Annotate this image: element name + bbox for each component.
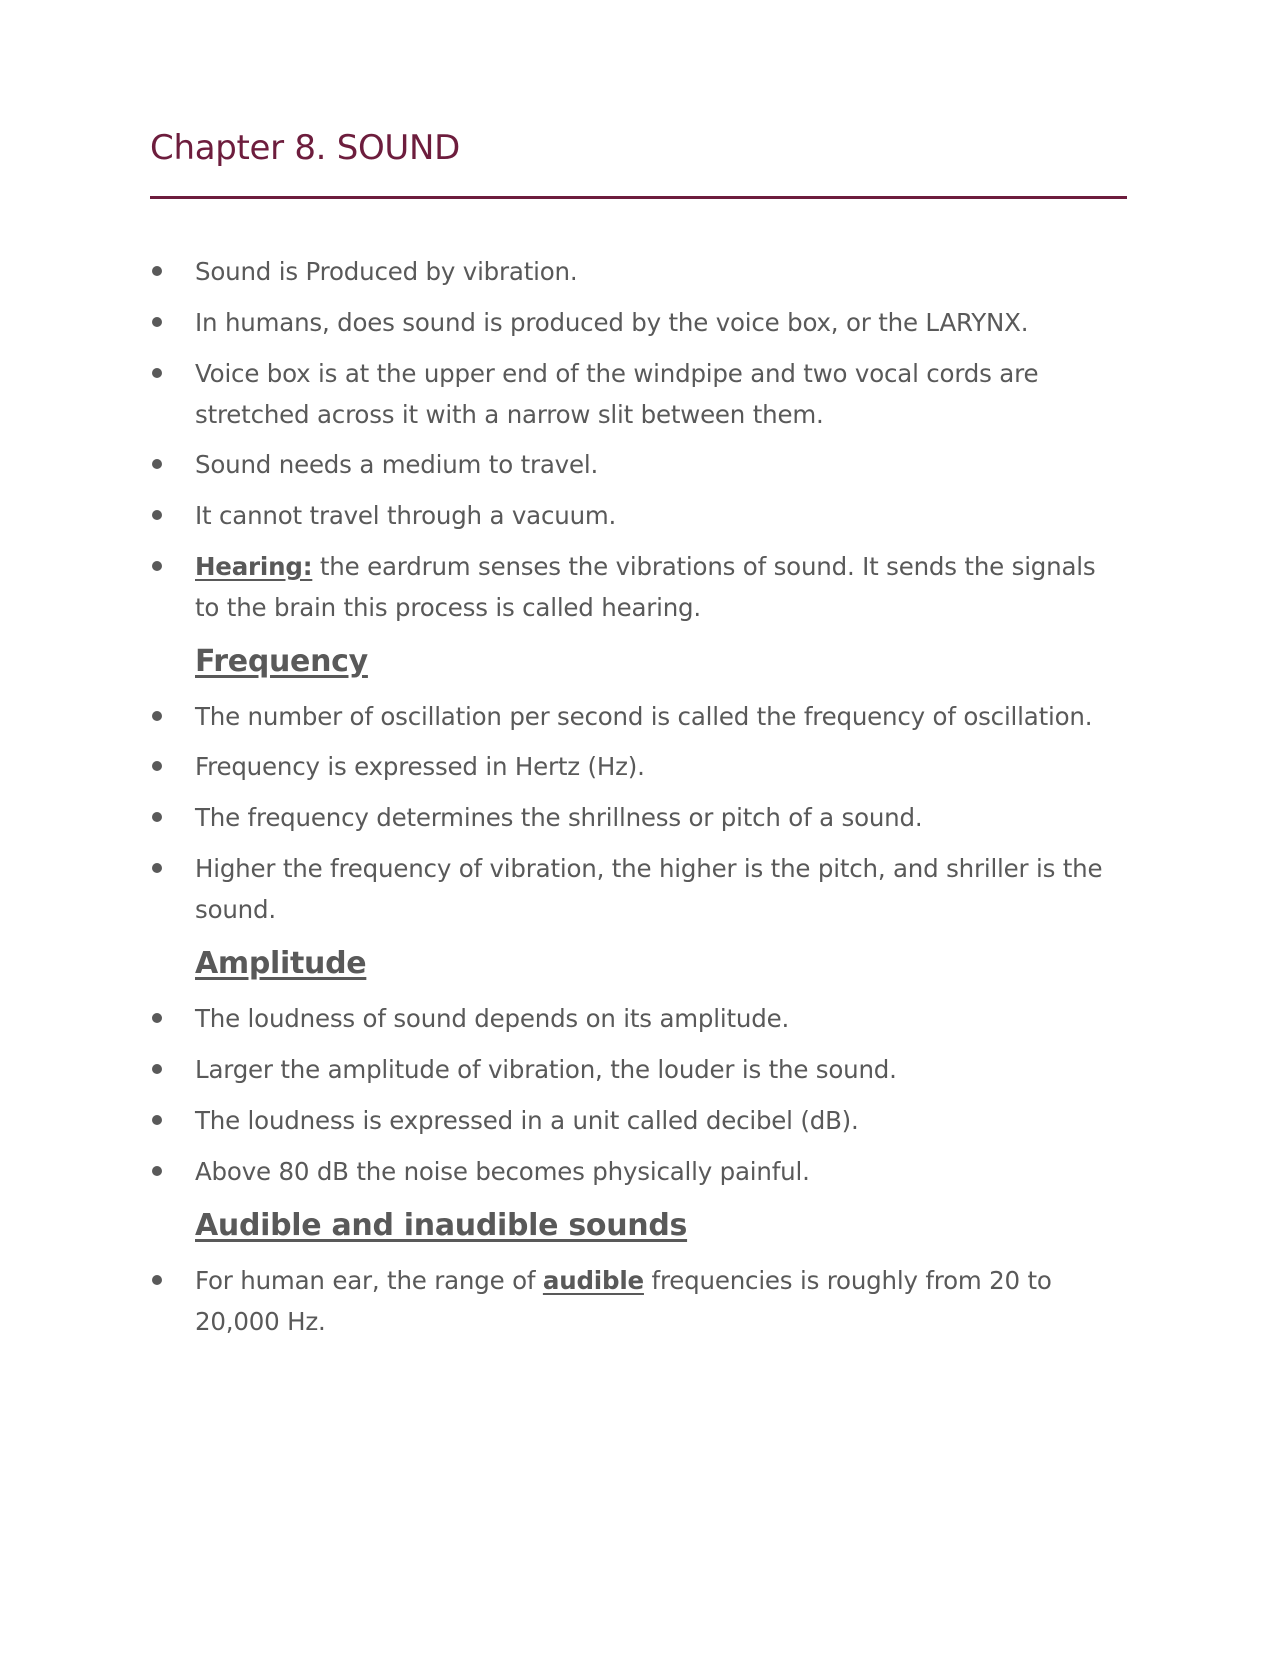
bullet-icon <box>152 510 162 520</box>
list-item-text: The number of oscillation per second is called the frequency of oscillation. <box>195 702 1093 731</box>
list-item-text: Sound is Produced by vibration. <box>195 257 578 286</box>
list-item <box>150 353 1127 435</box>
bullet-icon <box>152 1275 162 1285</box>
list-item-text: Frequency is expressed in Hertz (Hz). <box>195 752 645 781</box>
frequency-list <box>150 696 1127 930</box>
audible-text-after: frequencies is roughly from 20 to 20,000 Hz. <box>195 1266 1052 1336</box>
bullet-icon <box>152 561 162 571</box>
list-item <box>150 848 1127 930</box>
bullet-icon <box>152 266 162 276</box>
list-item-text: The loudness is expressed in a unit called decibel (dB). <box>195 1106 859 1135</box>
list-item <box>150 746 1127 787</box>
bullet-icon <box>152 761 162 771</box>
bullet-icon <box>152 1166 162 1176</box>
bullet-icon <box>152 1115 162 1125</box>
audible-term: audible <box>542 1266 644 1295</box>
hearing-text: the eardrum senses the vibrations of sound. It sends the signals to the brain this process is called hearing. <box>195 552 1096 622</box>
list-item-text: Sound needs a medium to travel. <box>195 450 599 479</box>
bullet-icon <box>152 863 162 873</box>
list-item-text: The loudness of sound depends on its amplitude. <box>195 1004 790 1033</box>
bullet-icon <box>152 368 162 378</box>
list-item <box>150 302 1127 343</box>
title-divider <box>150 196 1127 199</box>
document-page <box>150 120 1127 1342</box>
bullet-icon <box>152 1013 162 1023</box>
list-item <box>150 1049 1127 1090</box>
audible-list <box>150 1260 1127 1342</box>
list-item <box>150 495 1127 536</box>
list-item <box>150 251 1127 292</box>
list-item <box>150 546 1127 628</box>
intro-list <box>150 251 1127 628</box>
audible-text-before: For human ear, the range of <box>195 1266 543 1295</box>
list-item-text: Above 80 dB the noise becomes physically painful. <box>195 1157 810 1186</box>
amplitude-list <box>150 998 1127 1192</box>
list-item <box>150 797 1127 838</box>
list-item-text: In humans, does sound is produced by the voice box, or the LARYNX. <box>195 308 1029 337</box>
bullet-icon <box>152 1064 162 1074</box>
list-item-text: Larger the amplitude of vibration, the louder is the sound. <box>195 1055 897 1084</box>
section-heading-frequency: Frequency <box>195 644 368 679</box>
list-item <box>150 444 1127 485</box>
list-item-text: The frequency determines the shrillness or pitch of a sound. <box>195 803 923 832</box>
list-item <box>150 998 1127 1039</box>
list-item <box>150 1260 1127 1342</box>
bullet-icon <box>152 812 162 822</box>
list-item <box>150 696 1127 737</box>
list-item-text: It cannot travel through a vacuum. <box>195 501 617 530</box>
section-heading-amplitude: Amplitude <box>195 946 367 981</box>
list-item-text: Voice box is at the upper end of the windpipe and two vocal cords are stretched across it with a narrow slit between them. <box>195 359 1039 429</box>
section-heading-audible: Audible and inaudible sounds <box>195 1208 688 1243</box>
page-title: Chapter 8. SOUND <box>150 128 461 168</box>
list-item <box>150 1151 1127 1192</box>
list-item-text: Higher the frequency of vibration, the higher is the pitch, and shriller is the sound. <box>195 854 1103 924</box>
bullet-icon <box>152 459 162 469</box>
hearing-term: Hearing: <box>195 552 313 581</box>
bullet-icon <box>152 711 162 721</box>
bullet-icon <box>152 317 162 327</box>
list-item <box>150 1100 1127 1141</box>
